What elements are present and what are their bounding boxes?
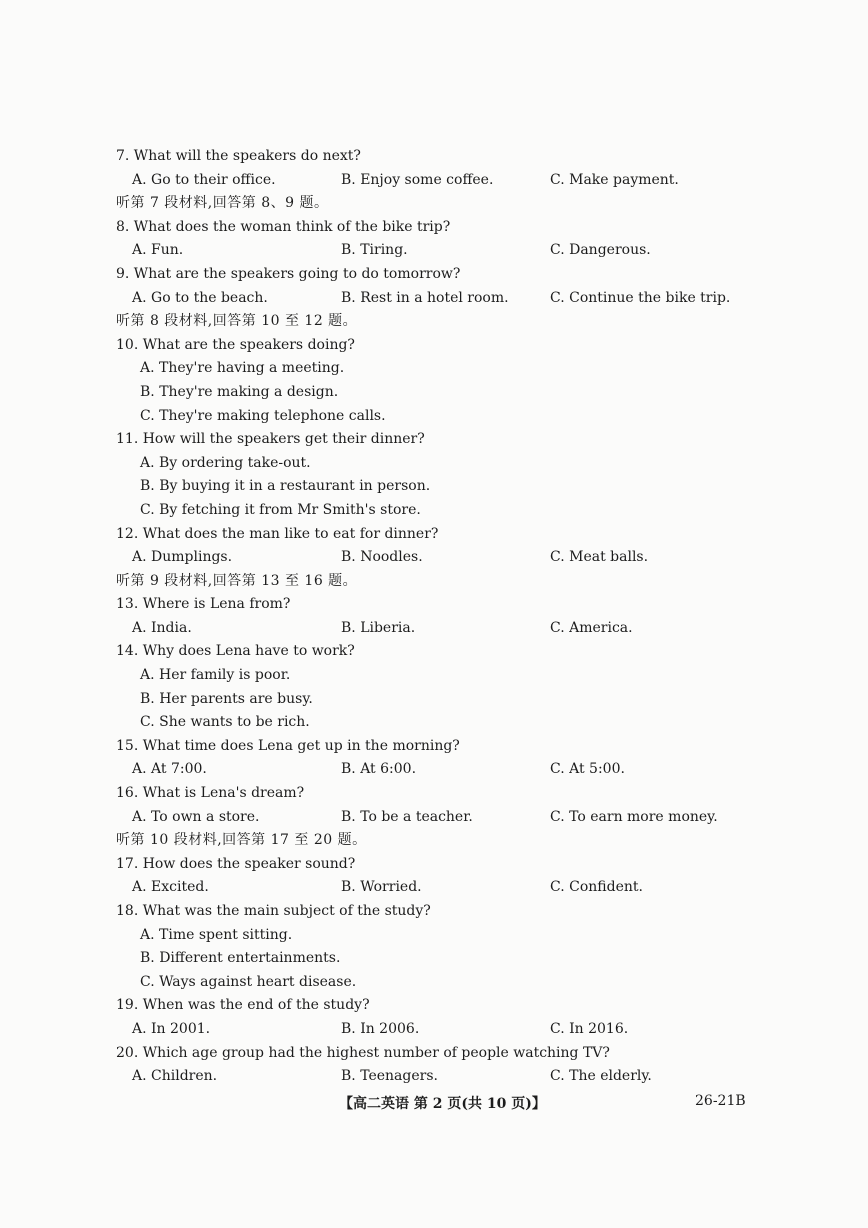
option-line: C. By fetching it from Mr Smith's store.	[140, 501, 421, 518]
option-line: B. By buying it in a restaurant in person.	[140, 478, 431, 495]
question-text: 7. What will the speakers do next?	[116, 148, 361, 164]
option-row	[116, 169, 756, 193]
option-a: A. At 7:00.	[132, 761, 207, 778]
option-c: C. Continue the bike trip.	[550, 289, 731, 306]
option-c: C. To earn more money.	[550, 808, 718, 825]
option-c: C. At 5:00.	[550, 761, 625, 778]
option-b: B. Teenagers.	[341, 1068, 438, 1085]
option-line: C. They're making telephone calls.	[140, 407, 386, 424]
question-text: 18. What was the main subject of the study?	[116, 903, 431, 919]
option-row	[116, 617, 756, 641]
option-b: B. Tiring.	[341, 242, 408, 259]
section-instruction: 听第 9 段材料,回答第 13 至 16 题。	[116, 572, 358, 589]
option-row	[116, 758, 756, 782]
option-line: A. Her family is poor.	[140, 667, 291, 684]
question-text: 12. What does the man like to eat for dinner?	[116, 525, 439, 542]
option-b: B. Enjoy some coffee.	[341, 171, 494, 188]
option-a: A. To own a store.	[132, 808, 260, 825]
option-c: C. In 2016.	[550, 1020, 629, 1037]
question-list	[116, 145, 756, 1089]
option-c: C. Dangerous.	[550, 242, 651, 259]
question-text: 9. What are the speakers going to do tomorrow?	[116, 265, 461, 282]
option-row	[116, 806, 756, 830]
question-text: 19. When was the end of the study?	[116, 997, 370, 1014]
option-a: A. Children.	[132, 1068, 218, 1085]
option-row	[116, 239, 756, 263]
option-a: A. Go to their office.	[132, 171, 276, 188]
option-b: B. To be a teacher.	[341, 808, 473, 825]
option-line: C. She wants to be rich.	[140, 714, 310, 731]
question-text: 10. What are the speakers doing?	[116, 336, 355, 353]
question-text: 17. How does the speaker sound?	[116, 855, 356, 872]
question-text: 14. Why does Lena have to work?	[116, 643, 355, 660]
option-row	[116, 1065, 756, 1089]
question-text: 11. How will the speakers get their dinner?	[116, 431, 425, 448]
option-b: B. Rest in a hotel room.	[341, 289, 509, 306]
option-a: A. Fun.	[132, 242, 184, 259]
option-line: C. Ways against heart disease.	[140, 973, 357, 990]
page-footer	[0, 1093, 868, 1115]
option-c: C. Make payment.	[550, 171, 679, 188]
option-line: A. They're having a meeting.	[140, 360, 345, 377]
option-line: A. By ordering take-out.	[140, 454, 311, 471]
option-row	[116, 287, 756, 311]
option-a: A. In 2001.	[132, 1020, 211, 1037]
option-row	[116, 876, 756, 900]
option-line: A. Time spent sitting.	[140, 926, 293, 943]
option-row	[116, 546, 756, 570]
option-c: C. America.	[550, 619, 633, 636]
option-c: C. Confident.	[550, 879, 643, 896]
option-a: A. Dumplings.	[132, 549, 233, 566]
section-instruction: 听第 7 段材料,回答第 8、9 题。	[116, 195, 329, 212]
option-b: B. At 6:00.	[341, 761, 417, 778]
option-b: B. Worried.	[341, 879, 422, 896]
option-a: A. Go to the beach.	[132, 289, 268, 306]
exam-code: 26-21B	[695, 1093, 746, 1109]
option-a: A. India.	[132, 619, 192, 636]
section-instruction: 听第 8 段材料,回答第 10 至 12 题。	[116, 313, 358, 330]
question-text: 16. What is Lena's dream?	[116, 785, 305, 802]
option-line: B. Different entertainments.	[140, 950, 341, 967]
page-number-label: 【高二英语 第 2 页(共 10 页)】	[339, 1096, 546, 1112]
question-text: 15. What time does Lena get up in the morning?	[116, 737, 460, 754]
option-a: A. Excited.	[132, 879, 209, 896]
option-row	[116, 1018, 756, 1042]
option-c: C. The elderly.	[550, 1068, 652, 1085]
option-b: B. Liberia.	[341, 619, 416, 636]
option-b: B. Noodles.	[341, 549, 423, 566]
option-b: B. In 2006.	[341, 1020, 420, 1037]
question-text: 13. Where is Lena from?	[116, 596, 291, 613]
question-text: 20. Which age group had the highest number of people watching TV?	[116, 1044, 610, 1061]
section-instruction: 听第 10 段材料,回答第 17 至 20 题。	[116, 832, 367, 849]
question-text: 8. What does the woman think of the bike trip?	[116, 218, 451, 235]
option-line: B. Her parents are busy.	[140, 690, 313, 707]
option-line: B. They're making a design.	[140, 383, 339, 400]
option-c: C. Meat balls.	[550, 549, 649, 566]
